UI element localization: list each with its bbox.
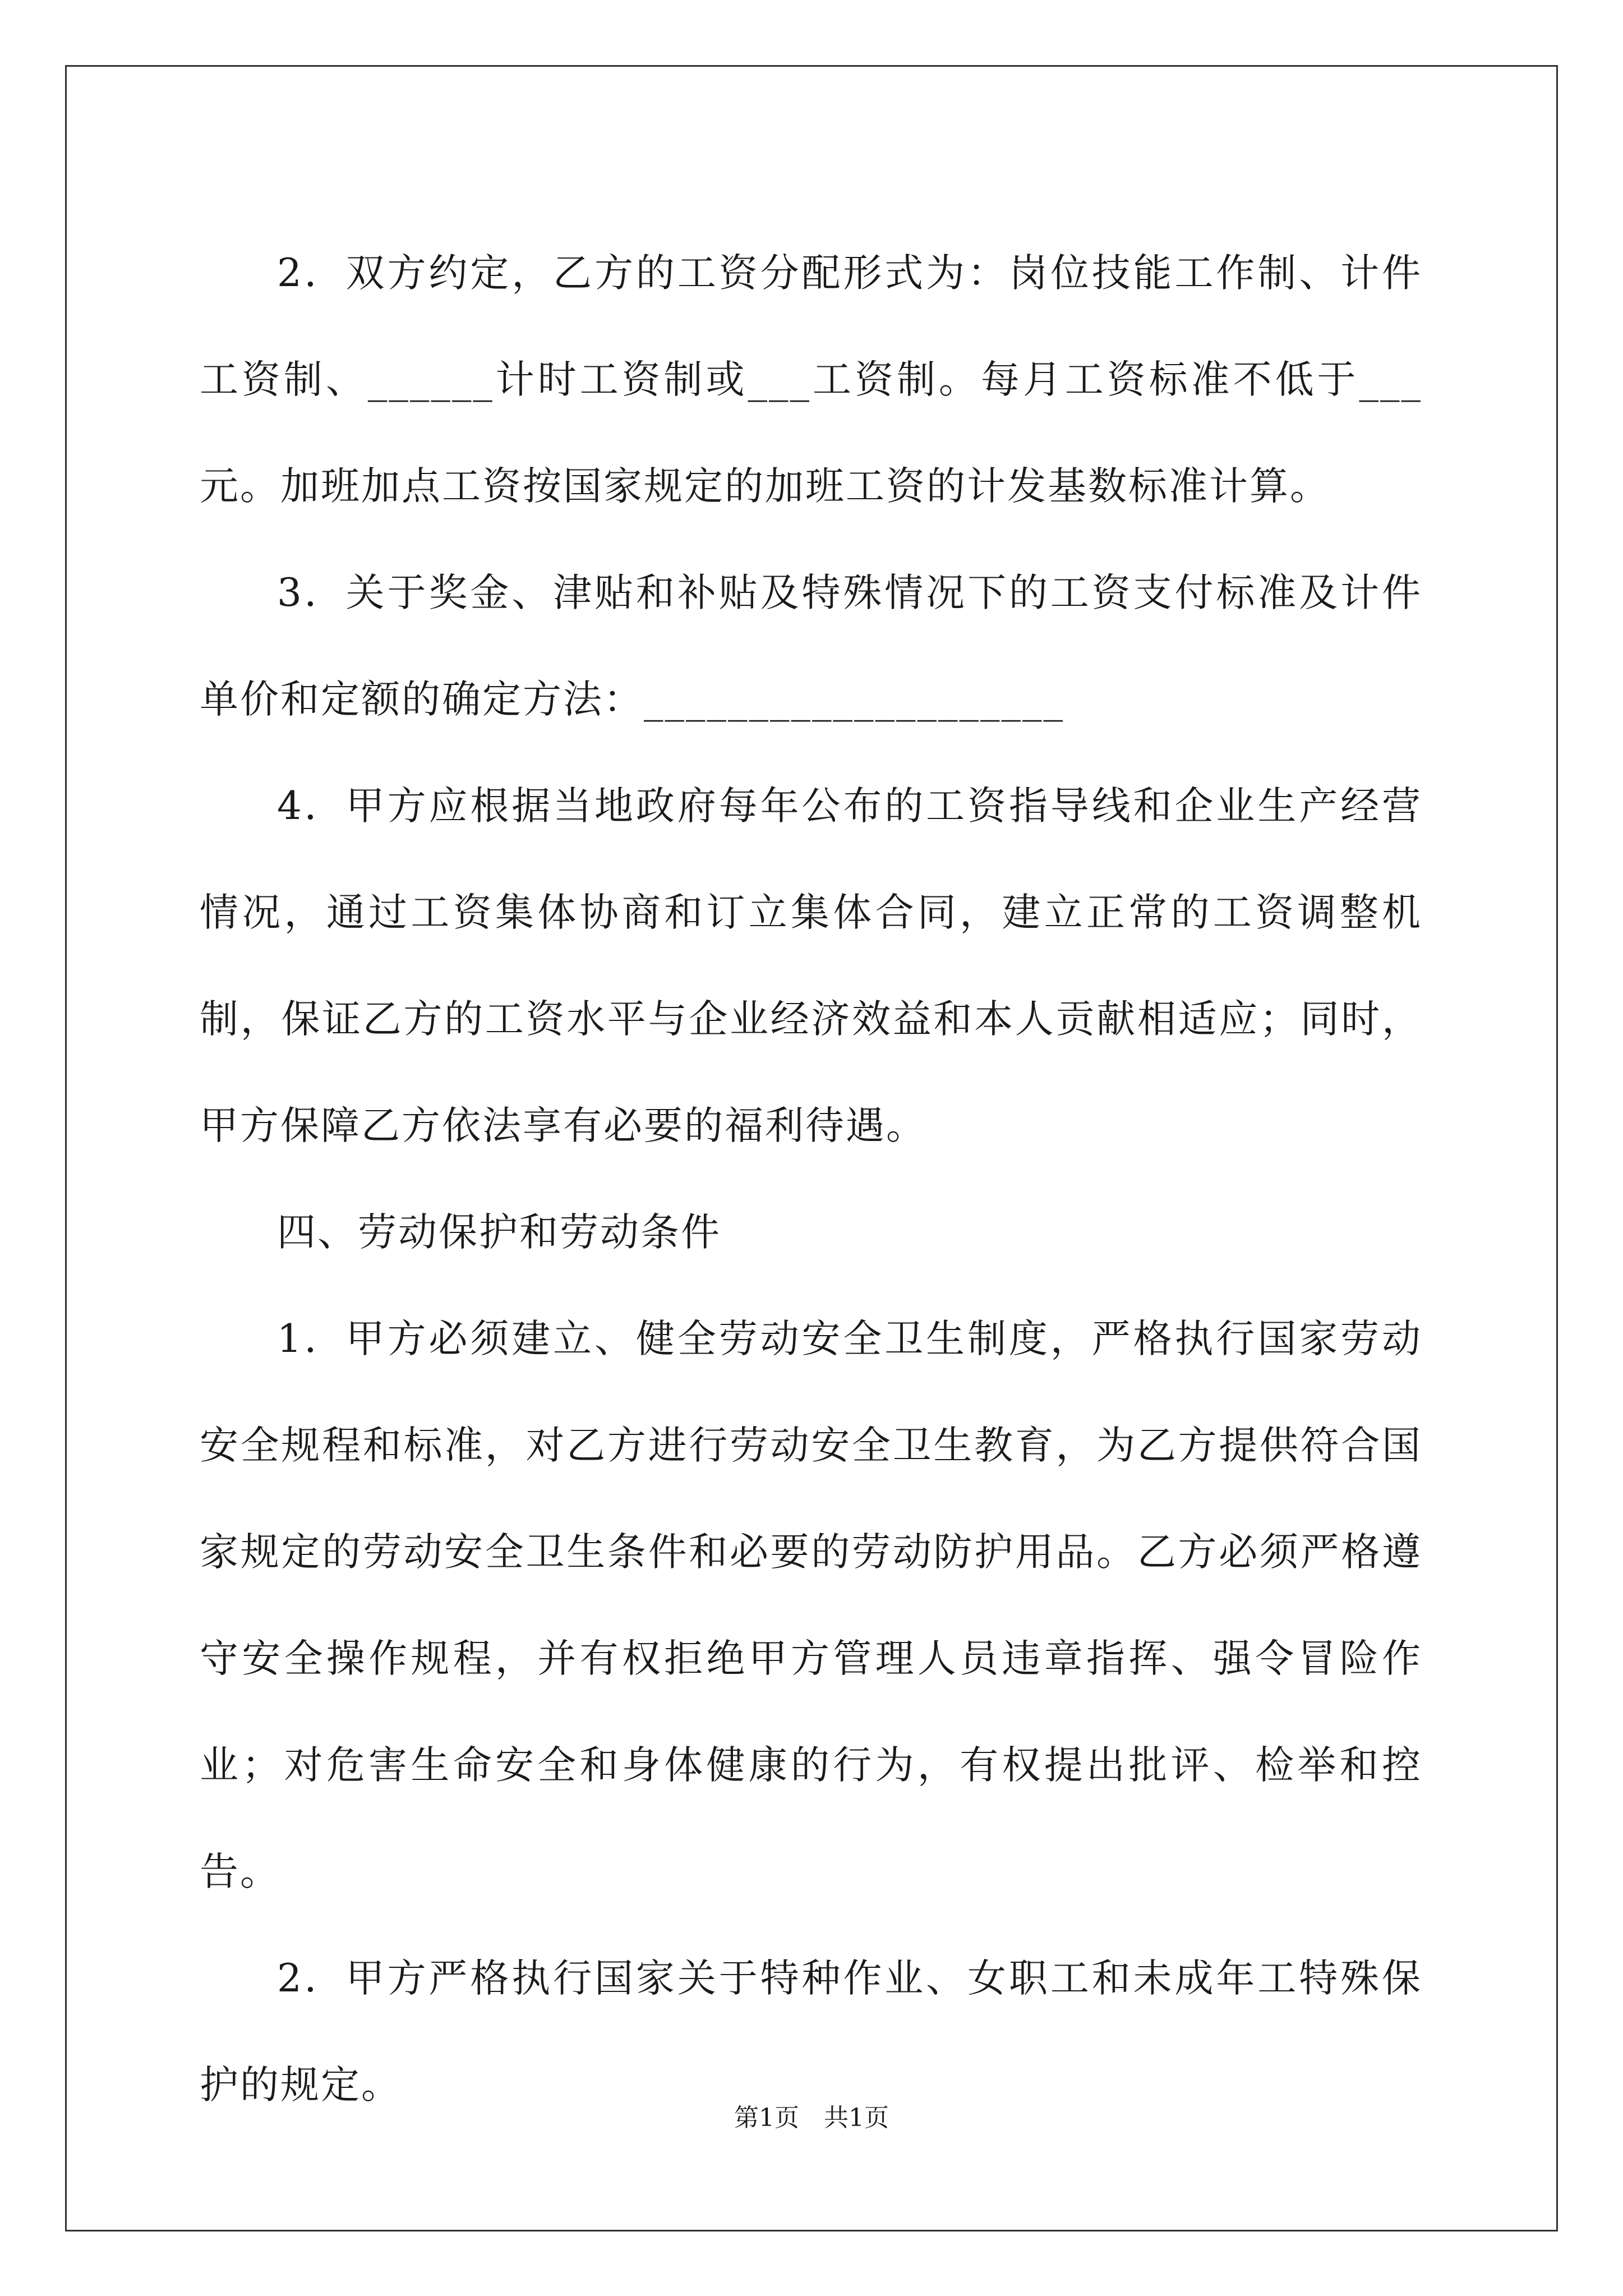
paragraph-wage-adjustment: 4．甲方应根据当地政府每年公布的工资指导线和企业生产经营情况，通过工资集体协商和订立集体合同，建立正常的工资调整机制，保证乙方的工资水平与企业经济效益和本人贡献相适应；同时，甲方保障乙方依法享有必要的福利待遇。 [200, 784, 1422, 1148]
page-number: 第1页 [734, 2104, 799, 2132]
page-footer [0, 2101, 1623, 2135]
paragraph-special-protection: 2．甲方严格执行国家关于特种作业、女职工和未成年工特殊保护的规定。 [200, 1956, 1422, 2108]
paragraph-wage-form: 2．双方约定，乙方的工资分配形式为：岗位技能工作制、计件工资制、______计时工资制或___工资制。每月工资标准不低于___元。加班加点工资按国家规定的加班工资的计发基数标准计算。 [200, 251, 1422, 509]
paragraph-safety-system: 1．甲方必须建立、健全劳动安全卫生制度，严格执行国家劳动安全规程和标准，对乙方进行劳动安全卫生教育，为乙方提供符合国家规定的劳动安全卫生条件和必要的劳动防护用品。乙方必须严格遵守安全操作规程，并有权拒绝甲方管理人员违章指挥、强令冒险作业；对危害生命安全和身体健康的行为，有权提出批评、检举和控告。 [200, 1317, 1422, 1894]
document-body [200, 220, 1422, 2138]
page-total: 共1页 [824, 2104, 889, 2132]
paragraph-bonus-allowance: 3．关于奖金、津贴和补贴及特殊情况下的工资支付标准及计件单价和定额的确定方法：____________________ [200, 570, 1422, 722]
section-heading-labor-protection: 四、劳动保护和劳动条件 [277, 1210, 721, 1255]
